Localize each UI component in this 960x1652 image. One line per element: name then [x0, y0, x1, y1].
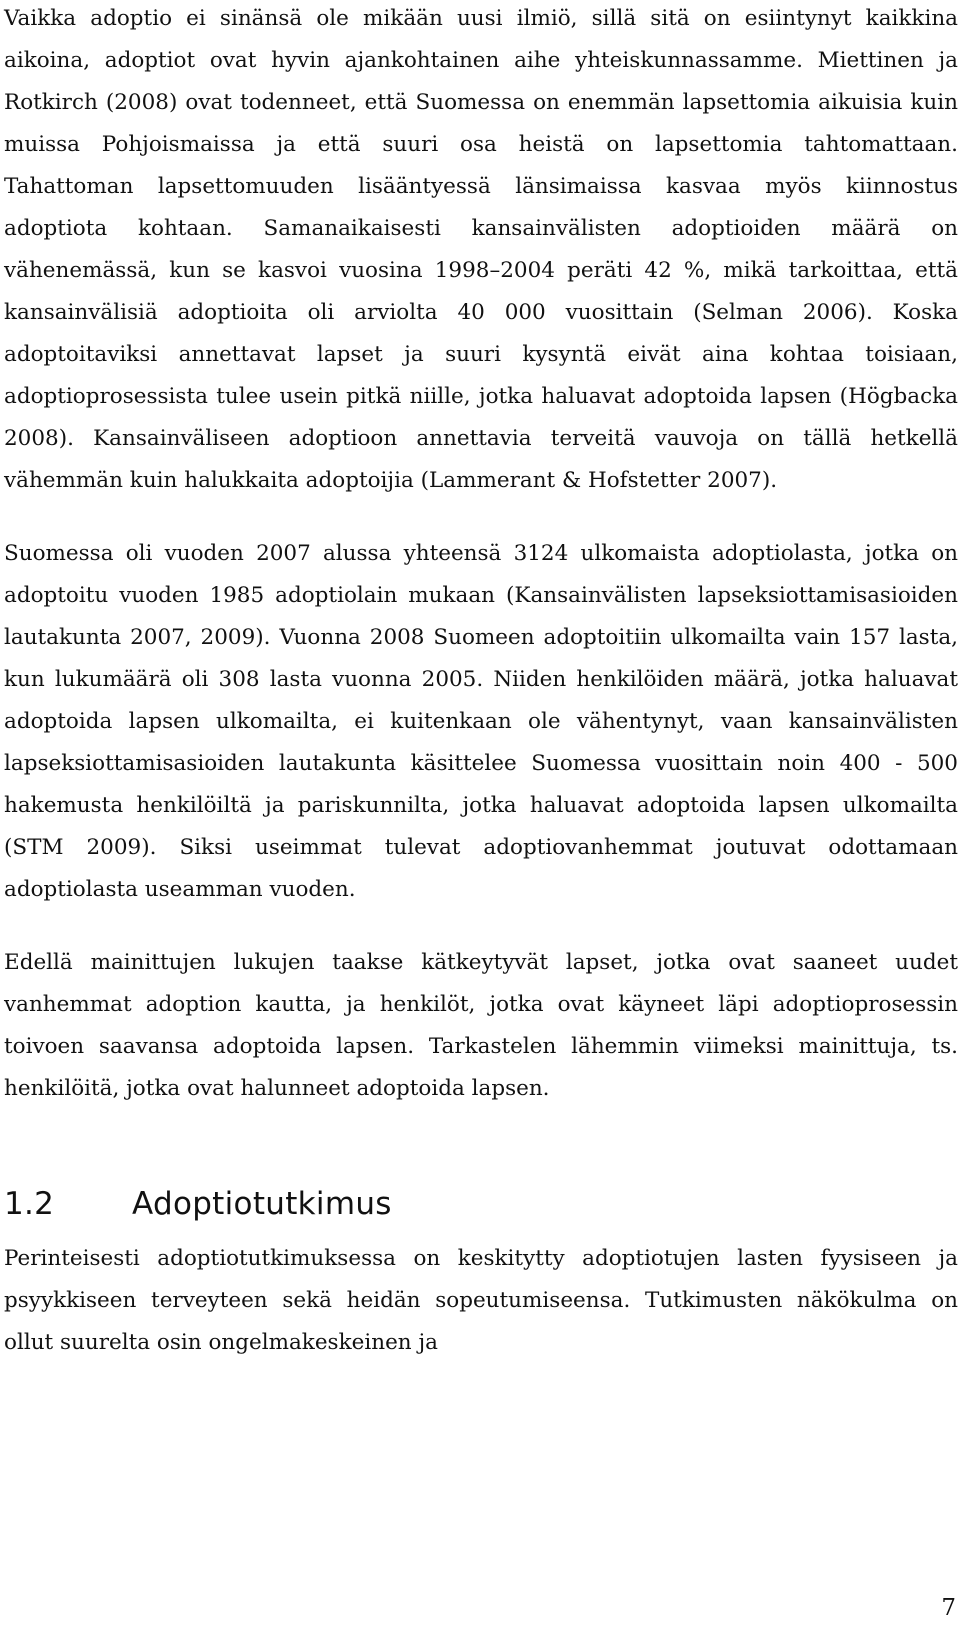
document-page [4, 0, 958, 1364]
paragraph-adoption-intro: Vaikka adoptio ei sinänsä ole mikään uusi ilmiö, sillä sitä on esiintynyt kaikkina aikoina, adoptiot ovat hyvin ajankohtainen aihe yhteiskunnassamme. Miettinen ja Rotkirch (2008) ovat todenneet, että Suomessa on enemmän lapsettomia aikuisia kuin muissa Pohjoismaissa ja että suuri osa heistä on lapsettomia tahtomattaan. Tahattoman lapsettomuuden lisääntyessä länsimaissa kasvaa myös kiinnostus adoptiota kohtaan. Samanaikaisesti kansainvälisten adoptioiden määrä on vähenemässä, kun se kasvoi vuosina 1998–2004 peräti 42 %, mikä tarkoittaa, että kansainvälisiä adoptioita oli arviolta 40 000 vuosittain (Selman 2006). Koska adoptoitaviksi annettavat lapset ja suuri kysyntä eivät aina kohtaa toisiaan, adoptioprosessista tulee usein pitkä niille, jotka haluavat adoptoida lapsen (Högbacka 2008). Kansainväliseen adoptioon annettavia terveitä vauvoja on tällä hetkellä vähemmän kuin halukkaita adoptoijia (Lammerant & Hofstetter 2007). [4, 6, 958, 493]
paragraph-adoption-research: Perinteisesti adoptiotutkimuksessa on keskitytty adoptiotujen lasten fyysiseen ja psyykkiseen terveyteen sekä heidän sopeutumiseensa. Tutkimusten näkökulma on ollut suurelta osin ongelmakeskeinen ja [4, 1246, 958, 1355]
paragraph-adoption-statistics: Suomessa oli vuoden 2007 alussa yhteensä 3124 ulkomaista adoptiolasta, jotka on adoptoitu vuoden 1985 adoptiolain mukaan (Kansainvälisten lapseksiottamisasioiden lautakunta 2007, 2009). Vuonna 2008 Suomeen adoptoitiin ulkomailta vain 157 lasta, kun lukumäärä oli 308 lasta vuonna 2005. Niiden henkilöiden määrä, jotka haluavat adoptoida lapsen ulkomailta, ei kuitenkaan ole vähentynyt, vaan kansainvälisten lapseksiottamisasioiden lautakunta käsittelee Suomessa vuosittain noin 400 - 500 hakemusta henkilöiltä ja pariskunnilta, jotka haluavat adoptoida lapsen ulkomailta (STM 2009). Siksi useimmat tulevat adoptiovanhemmat joutuvat odottamaan adoptiolasta useamman vuoden. [4, 541, 958, 902]
section-title: Adoptiotutkimus [132, 1186, 392, 1222]
section-number: 1.2 [4, 1186, 55, 1222]
paragraph-study-focus: Edellä mainittujen lukujen taakse kätkeytyvät lapset, jotka ovat saaneet uudet vanhemmat adoption kautta, ja henkilöt, jotka ovat käyneet läpi adoptioprosessin toivoen saavansa adoptoida lapsen. Tarkastelen lähemmin viimeksi mainittuja, ts. henkilöitä, jotka ovat halunneet adoptoida lapsen. [4, 950, 958, 1101]
section-heading [4, 1182, 958, 1226]
page-number: 7 [941, 1595, 956, 1621]
